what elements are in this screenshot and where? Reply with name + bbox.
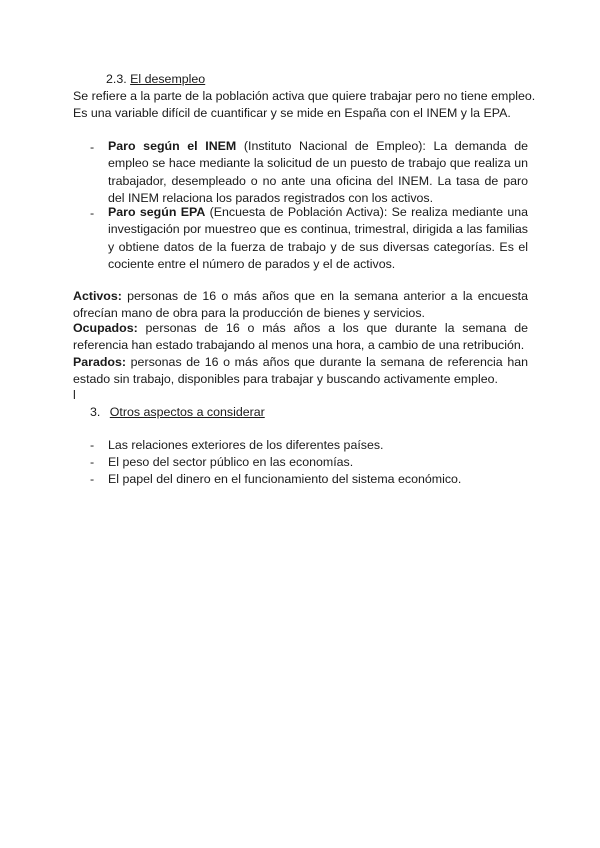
list-item-paro-epa	[108, 204, 528, 273]
list-dash: -	[90, 140, 95, 154]
list-item-paro-inem	[108, 138, 528, 207]
list-item-text: (Instituto Nacional de Empleo): La demanda de empleo se hace mediante la solicitud de un puesto de trabajo que realiza un trabajador, desempleado o no ante una oficina del INEM. La tasa de paro del INEM relaciona los parados registrados con los activos.	[108, 139, 528, 205]
definition-text: personas de 16 o más años a los que durante la semana de referencia han estado trabajando al menos una hora, a cambio de una retribución.	[73, 321, 528, 353]
definition-parados	[73, 354, 528, 389]
list-item-dinero: El papel del dinero en el funcionamiento del sistema económico.	[108, 472, 462, 486]
definition-ocupados	[73, 320, 528, 355]
list-item-term: Paro según el INEM	[108, 139, 237, 153]
list-dash: -	[90, 472, 95, 486]
intro-line-2: Es una variable difícil de cuantificar y se mide en España con el INEM y la EPA.	[73, 106, 511, 120]
section-number: 2.3.	[106, 72, 127, 86]
list-item-text: (Encuesta de Población Activa): Se realiza mediante una investigación por muestreo que es continua, trimestral, dirigida a las familias y obtiene datos de la fuerza de trabajo y de sus diversas categorías. Es el cociente entre el número de parados y el de activos.	[108, 205, 528, 271]
definition-activos	[73, 288, 528, 323]
list-item-sector-publico: El peso del sector público en las economías.	[108, 455, 354, 469]
definition-term: Parados:	[73, 355, 127, 369]
section-title: Otros aspectos a considerar	[109, 405, 265, 419]
definition-term: Activos:	[73, 289, 122, 303]
list-item-term: Paro según EPA	[108, 205, 206, 219]
list-dash: -	[90, 455, 95, 469]
definition-text: personas de 16 o más años que durante la semana de referencia han estado sin trabajo, disponibles para trabajar y buscando activamente empleo.	[73, 355, 528, 387]
section-number: 3.	[90, 405, 101, 419]
list-dash: -	[90, 438, 95, 452]
stray-character: l	[73, 388, 76, 402]
intro-line-1: Se refiere a la parte de la población activa que quiere trabajar pero no tiene empleo.	[73, 89, 536, 103]
definition-text: personas de 16 o más años que en la semana anterior a la encuesta ofrecían mano de obra para la producción de bienes y servicios.	[73, 289, 528, 321]
definition-term: Ocupados:	[73, 321, 138, 335]
list-item-relaciones: Las relaciones exteriores de los diferentes países.	[108, 438, 384, 452]
section-heading-2-3	[106, 71, 205, 88]
list-dash: -	[90, 206, 95, 220]
section-title: El desempleo	[130, 72, 206, 86]
section-heading-3	[90, 404, 265, 421]
